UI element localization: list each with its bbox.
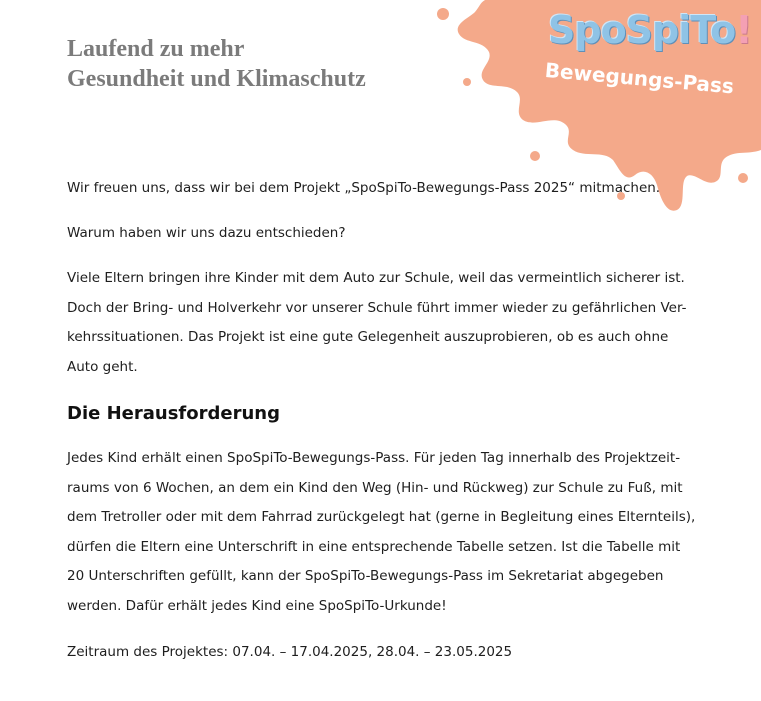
- challenge-line: werden. Dafür erhält jedes Kind eine SpoSpiTo-Urkunde!: [67, 597, 447, 614]
- logo-exclamation: !: [735, 8, 752, 52]
- question-paragraph: [67, 219, 707, 249]
- logo-wordmark: [548, 8, 752, 52]
- reason-paragraph: [67, 264, 707, 382]
- challenge-paragraph: [67, 444, 707, 622]
- period-text: Zeitraum des Projektes: 07.04. – 17.04.2025, 28.04. – 23.05.2025: [67, 644, 513, 660]
- challenge-line: dem Tretroller oder mit dem Fahrrad zurückgelegt hat (gerne in Begleitung eines Elternteils),: [67, 509, 696, 526]
- reason-line: Doch der Bring- und Holverkehr vor unserer Schule führt immer wieder zu gefährlichen Ver-: [67, 299, 687, 316]
- reason-line: Auto geht.: [67, 358, 138, 375]
- challenge-line: dürfen die Eltern eine Unterschrift in eine entsprechende Tabelle setzen. Ist die Tabelle mit: [67, 538, 681, 555]
- intro-paragraph: [67, 174, 707, 204]
- logo-name: SpoSpiTo: [548, 8, 736, 52]
- title-line-2: Gesundheit und Klimaschutz: [67, 66, 366, 92]
- reason-line: kehrssituationen. Das Projekt ist eine gute Gelegenheit auszuprobieren, ob es auch ohne: [67, 329, 669, 346]
- logo-subtitle: Bewegungs-Pass: [543, 58, 735, 99]
- question-text: Warum haben wir uns dazu entschieden?: [67, 225, 346, 241]
- section-heading: Die Herausforderung: [67, 403, 280, 424]
- challenge-line: 20 Unterschriften gefüllt, kann der SpoSpiTo-Bewegungs-Pass im Sekretariat abgegeben: [67, 568, 664, 585]
- title-line-1: Laufend zu mehr: [67, 36, 245, 62]
- challenge-line: raums von 6 Wochen, an dem ein Kind den Weg (Hin- und Rückweg) zur Schule zu Fuß, mit: [67, 479, 683, 496]
- challenge-line: Jedes Kind erhält einen SpoSpiTo-Bewegungs-Pass. Für jeden Tag innerhalb des Projektzeit-: [67, 450, 681, 466]
- intro-text: Wir freuen uns, dass wir bei dem Projekt „SpoSpiTo-Bewegungs-Pass 2025“ mitmachen.: [67, 180, 661, 196]
- period-paragraph: [67, 638, 707, 668]
- page-title: [67, 34, 366, 94]
- reason-line: Viele Eltern bringen ihre Kinder mit dem Auto zur Schule, weil das vermeintlich sicherer ist.: [67, 270, 685, 286]
